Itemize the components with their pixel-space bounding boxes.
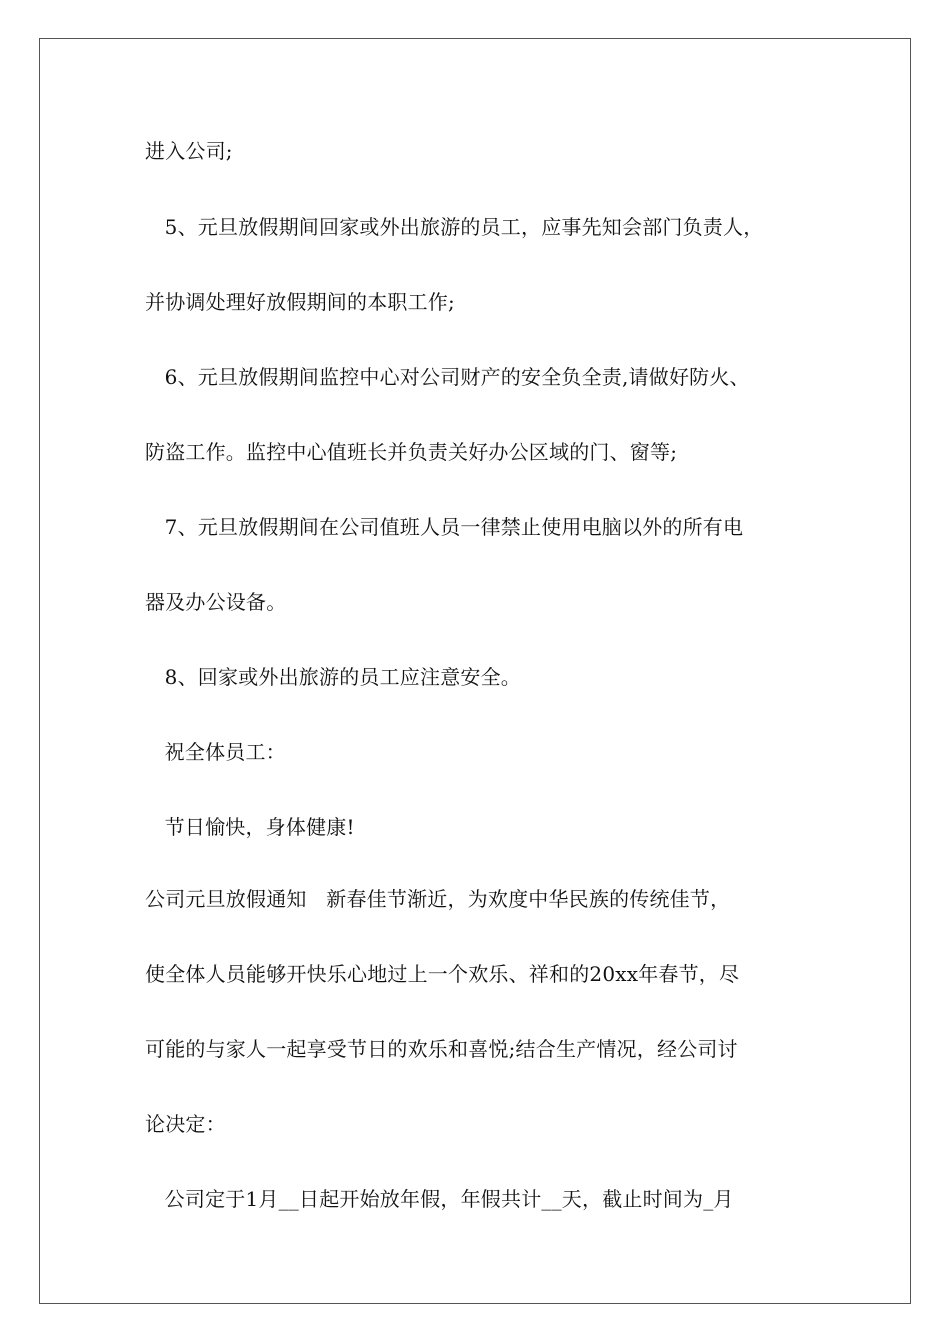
- text-line: 公司元旦放假通知 新春佳节渐近，为欢度中华民族的传统佳节，: [145, 887, 731, 911]
- text-line: 防盗工作。监控中心值班长并负责关好办公区域的门、窗等;: [145, 440, 678, 464]
- text-line: 8、回家或外出旅游的员工应注意安全。: [145, 665, 521, 689]
- text-line: 并协调处理好放假期间的本职工作;: [145, 290, 455, 314]
- text-line: 祝全体员工：: [145, 740, 286, 764]
- text-line: 公司定于1月__日起开始放年假，年假共计__天，截止时间为_月: [145, 1187, 734, 1211]
- text-line: 使全体人员能够开快乐心地过上一个欢乐、祥和的20xx年春节，尽: [145, 962, 740, 986]
- text-line: 器及办公设备。: [145, 590, 287, 614]
- text-line: 论决定：: [145, 1112, 226, 1136]
- text-line: 5、元旦放假期间回家或外出旅游的员工，应事先知会部门负责人，: [145, 215, 764, 239]
- text-line: 可能的与家人一起享受节日的欢乐和喜悦;结合生产情况，经公司讨: [145, 1037, 738, 1061]
- text-line: 节日愉快，身体健康!: [145, 815, 355, 839]
- text-line: 进入公司;: [145, 139, 233, 163]
- text-line: 6、元旦放假期间监控中心对公司财产的安全负全责,请做好防火、: [145, 365, 750, 389]
- text-line: 7、元旦放假期间在公司值班人员一律禁止使用电脑以外的所有电: [145, 515, 744, 539]
